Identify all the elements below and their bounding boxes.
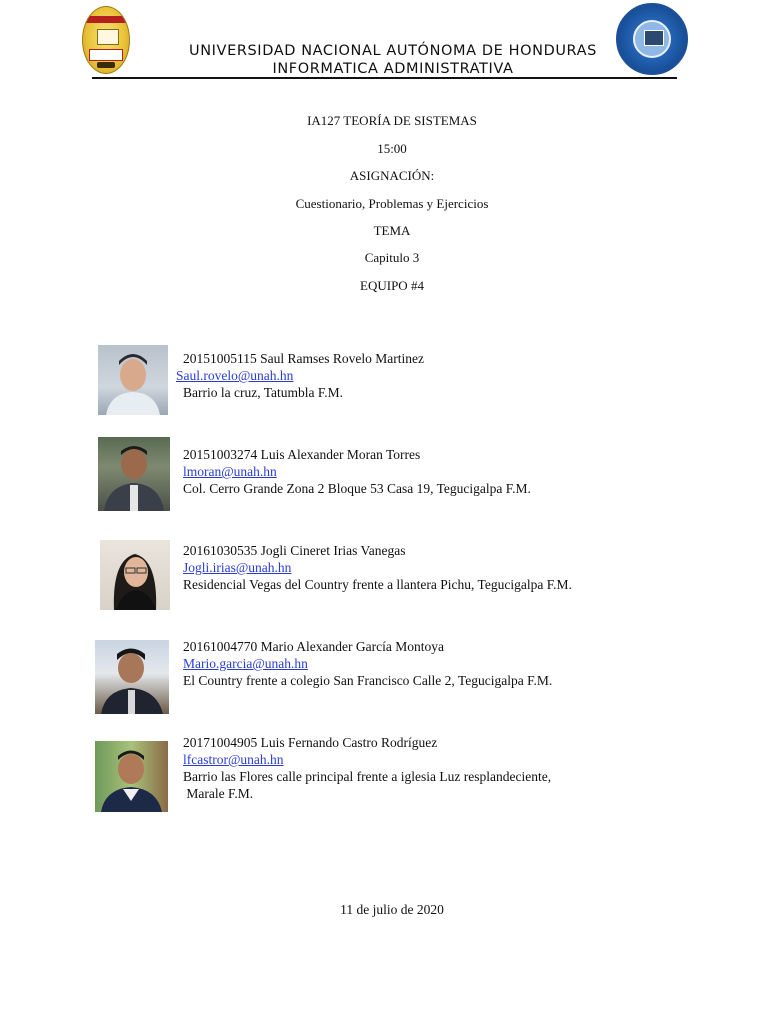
assignment-description: Cuestionario, Problemas y Ejercicios xyxy=(295,196,489,211)
course-time: 15:00 xyxy=(377,141,407,156)
member-email-link[interactable]: Mario.garcia@unah.hn xyxy=(183,656,308,671)
member-address-continued: Marale F.M. xyxy=(183,786,254,801)
member-photo xyxy=(95,640,169,714)
university-name: UNIVERSIDAD NACIONAL AUTÓNOMA DE HONDURAS xyxy=(189,43,597,59)
member-email-link[interactable]: lfcastror@unah.hn xyxy=(183,752,284,767)
member-address: Barrio las Flores calle principal frente a iglesia Luz resplandeciente, xyxy=(183,769,552,784)
member-photo xyxy=(98,345,168,415)
member-email-link[interactable]: Saul.rovelo@unah.hn xyxy=(176,368,294,383)
member-id-name: 20161004770 Mario Alexander García Montoya xyxy=(183,639,444,654)
topic-value: Capitulo 3 xyxy=(364,250,420,265)
member-address: El Country frente a colegio San Francisco Calle 2, Tegucigalpa F.M. xyxy=(183,673,553,688)
member-address: Barrio la cruz, Tatumbla F.M. xyxy=(183,385,344,400)
member-photo xyxy=(98,437,170,511)
course-title: IA127 TEORÍA DE SISTEMAS xyxy=(307,113,477,128)
member-email-link[interactable]: Jogli.irias@unah.hn xyxy=(183,560,292,575)
member-photo xyxy=(95,741,168,812)
member-address: Col. Cerro Grande Zona 2 Bloque 53 Casa 19, Tegucigalpa F.M. xyxy=(183,481,531,496)
program-name: INFORMATICA ADMINISTRATIVA xyxy=(272,61,514,77)
topic-heading: TEMA xyxy=(373,223,411,238)
member-email-link[interactable]: lmoran@unah.hn xyxy=(183,464,277,479)
document-date: 11 de julio de 2020 xyxy=(340,902,444,917)
member-id-name: 20171004905 Luis Fernando Castro Rodríguez xyxy=(183,735,438,750)
member-id-name: 20161030535 Jogli Cineret Irias Vanegas xyxy=(183,543,406,558)
member-address: Residencial Vegas del Country frente a llantera Pichu, Tegucigalpa F.M. xyxy=(183,577,572,592)
team-label: EQUIPO #4 xyxy=(360,278,424,293)
institution-seal-logo xyxy=(82,6,130,74)
member-id-name: 20151003274 Luis Alexander Moran Torres xyxy=(183,447,421,462)
header-divider xyxy=(92,77,677,79)
member-id-name: 20151005115 Saul Ramses Rovelo Martinez xyxy=(183,351,424,366)
assignment-heading: ASIGNACIÓN: xyxy=(349,168,435,183)
member-photo xyxy=(100,540,170,610)
